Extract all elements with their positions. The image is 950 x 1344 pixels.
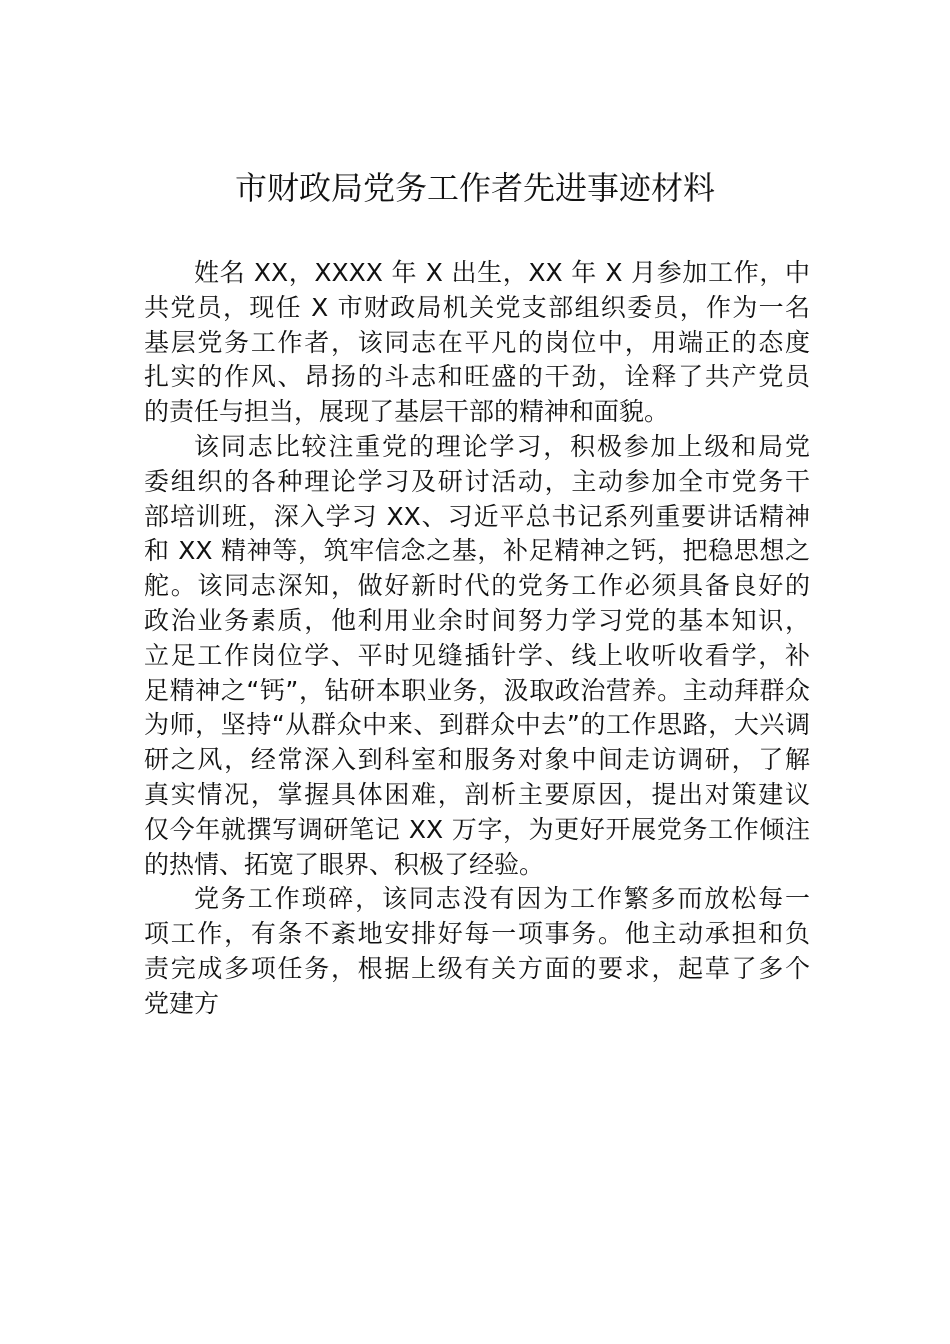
paragraph bbox=[144, 256, 810, 430]
text-line: 扎实的作风、昂扬的斗志和旺盛的干劲，诠释了共产党员 bbox=[144, 362, 810, 392]
document-body bbox=[144, 256, 810, 1022]
text-line: 足精神之“钙”，钻研本职业务，汲取政治营养。主动拜群众 bbox=[144, 675, 810, 705]
text-line: 舵。该同志深知，做好新时代的党务工作必须具备良好的 bbox=[144, 571, 810, 601]
text-line: 和 XX 精神等，筑牢信念之基，补足精神之钙，把稳思想之 bbox=[144, 536, 810, 566]
text-line: 项工作，有条不紊地安排好每一项事务。他主动承担和负 bbox=[144, 919, 810, 949]
text-line: 共党员，现任 X 市财政局机关党支部组织委员，作为一名 bbox=[144, 292, 810, 322]
text-line: 委组织的各种理论学习及研讨活动，主动参加全市党务干 bbox=[144, 466, 810, 496]
text-line: 的热情、拓宽了眼界、积极了经验。 bbox=[144, 849, 545, 879]
text-line: 党务工作琐碎，该同志没有因为工作繁多而放松每一 bbox=[194, 884, 810, 914]
text-line: 的责任与担当，展现了基层干部的精神和面貌。 bbox=[144, 397, 670, 427]
text-line: 该同志比较注重党的理论学习，积极参加上级和局党 bbox=[194, 431, 810, 461]
text-line: 责完成多项任务，根据上级有关方面的要求，起草了多个 bbox=[144, 953, 810, 983]
text-line: 基层党务工作者，该同志在平凡的岗位中，用端正的态度 bbox=[144, 327, 810, 357]
text-line: 立足工作岗位学、平时见缝插针学、线上收听收看学，补 bbox=[144, 640, 810, 670]
text-line: 政治业务素质，他利用业余时间努力学习党的基本知识， bbox=[144, 605, 810, 635]
text-line: 为师，坚持“从群众中来、到群众中去”的工作思路，大兴调 bbox=[144, 710, 810, 740]
paragraph bbox=[144, 430, 810, 882]
text-line: 姓名 XX，XXXX 年 X 出生，XX 年 X 月参加工作，中 bbox=[194, 258, 810, 287]
document-title: 市财政局党务工作者先进事迹材料 bbox=[234, 169, 715, 207]
text-line: 部培训班，深入学习 XX、习近平总书记系列重要讲话精神 bbox=[144, 501, 810, 531]
text-line: 党建方 bbox=[144, 988, 220, 1018]
text-line: 仅今年就撰写调研笔记 XX 万字，为更好开展党务工作倾注 bbox=[144, 814, 810, 844]
text-line: 真实情况，掌握具体困难，剖析主要原因，提出对策建议 bbox=[144, 779, 810, 809]
paragraph bbox=[144, 882, 810, 1021]
text-line: 研之风，经常深入到科室和服务对象中间走访调研，了解 bbox=[144, 745, 810, 775]
